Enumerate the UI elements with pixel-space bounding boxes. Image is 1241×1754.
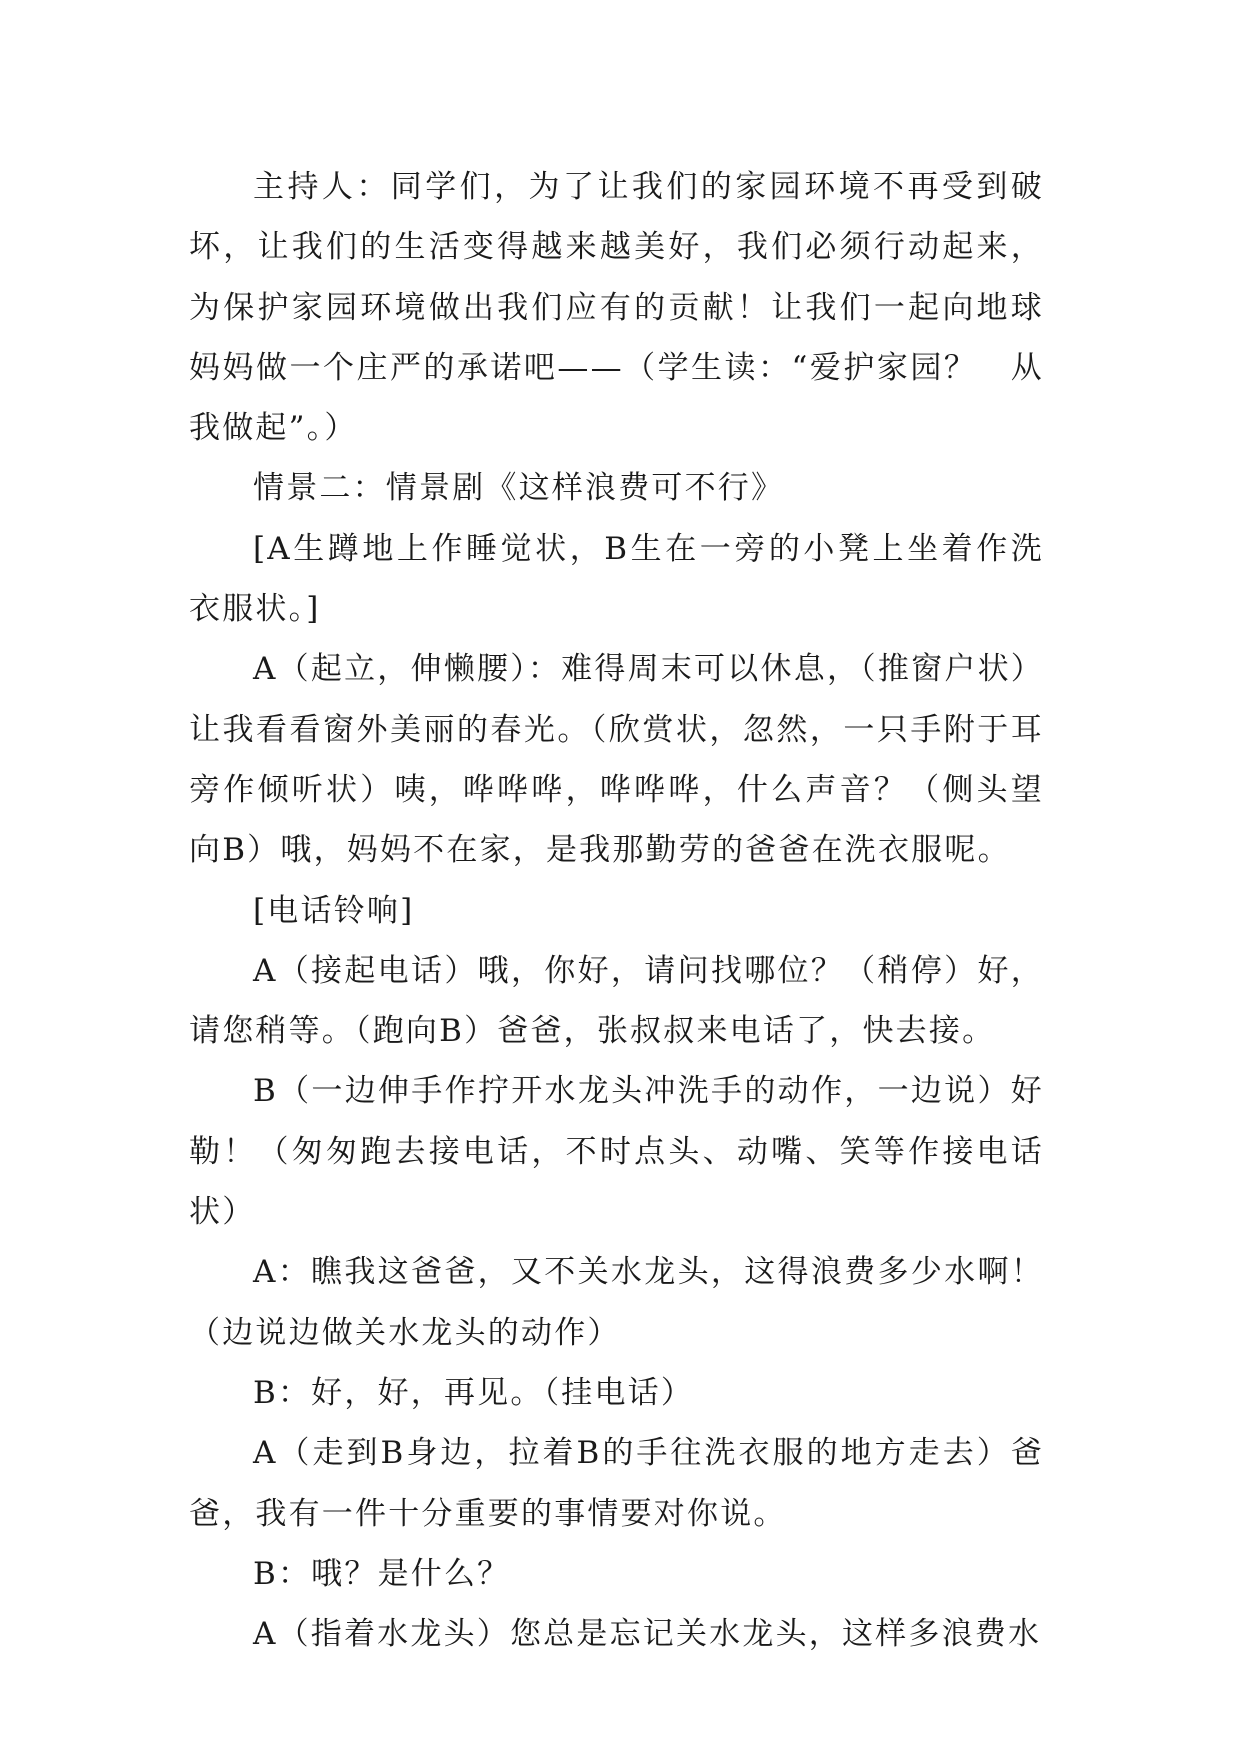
- paragraph-a-points-faucet: A（指着水龙头）您总是忘记关水龙头，这样多浪费水: [253, 1616, 1042, 1653]
- paragraph-b-dialogue: B（一边伸手作拧开水龙头冲洗手的动作，一边说）好勒！（匆匆跑去接电话，不时点头、动嘴、笑等作接电话状）: [189, 1073, 1044, 1231]
- paragraph-stage-direction: [A生蹲地上作睡觉状，B生在一旁的小凳上坐着作洗衣服状。]: [189, 530, 1044, 628]
- paragraph-scene-title: 情景二：情景剧《这样浪费可不行》: [253, 470, 785, 507]
- paragraph-host-speech: 主持人：同学们，为了让我们的家园环境不再受到破坏，让我们的生活变得越来越美好，我们必须行动起来，为保护家园环境做出我们应有的贡献！让我们一起向地球妈妈做一个庄严的承诺吧——（学生读：“爱护家园？ 从我做起”。）: [189, 169, 1044, 447]
- paragraph-a-answers-phone: A（接起电话）哦，你好，请问找哪位？（稍停）好，请您稍等。（跑向B）爸爸，张叔叔来电话了，快去接。: [189, 952, 1044, 1050]
- paragraph-b-question: B：哦？是什么？: [253, 1555, 511, 1592]
- document-page: [189, 157, 1044, 1664]
- paragraph-a-approaches-b: A（走到B身边，拉着B的手往洗衣服的地方走去）爸爸，我有一件十分重要的事情要对你说。: [189, 1435, 1044, 1532]
- paragraph-a-comment: A：瞧我这爸爸，又不关水龙头，这得浪费多少水啊！（边说边做关水龙头的动作）: [189, 1254, 1044, 1351]
- paragraph-a-dialogue: A（起立，伸懒腰）：难得周末可以休息，（推窗户状）让我看看窗外美丽的春光。（欣赏状，忽然，一只手附于耳旁作倾听状）咦，哗哗哗，哗哗哗，什么声音？（侧头望向B）哦，妈妈不在家，是我那勤劳的爸爸在洗衣服呢。: [189, 651, 1044, 869]
- paragraph-b-hangs-up: B：好，好，再见。（挂电话）: [253, 1374, 695, 1411]
- paragraph-phone-rings: [电话铃响]: [253, 892, 415, 929]
